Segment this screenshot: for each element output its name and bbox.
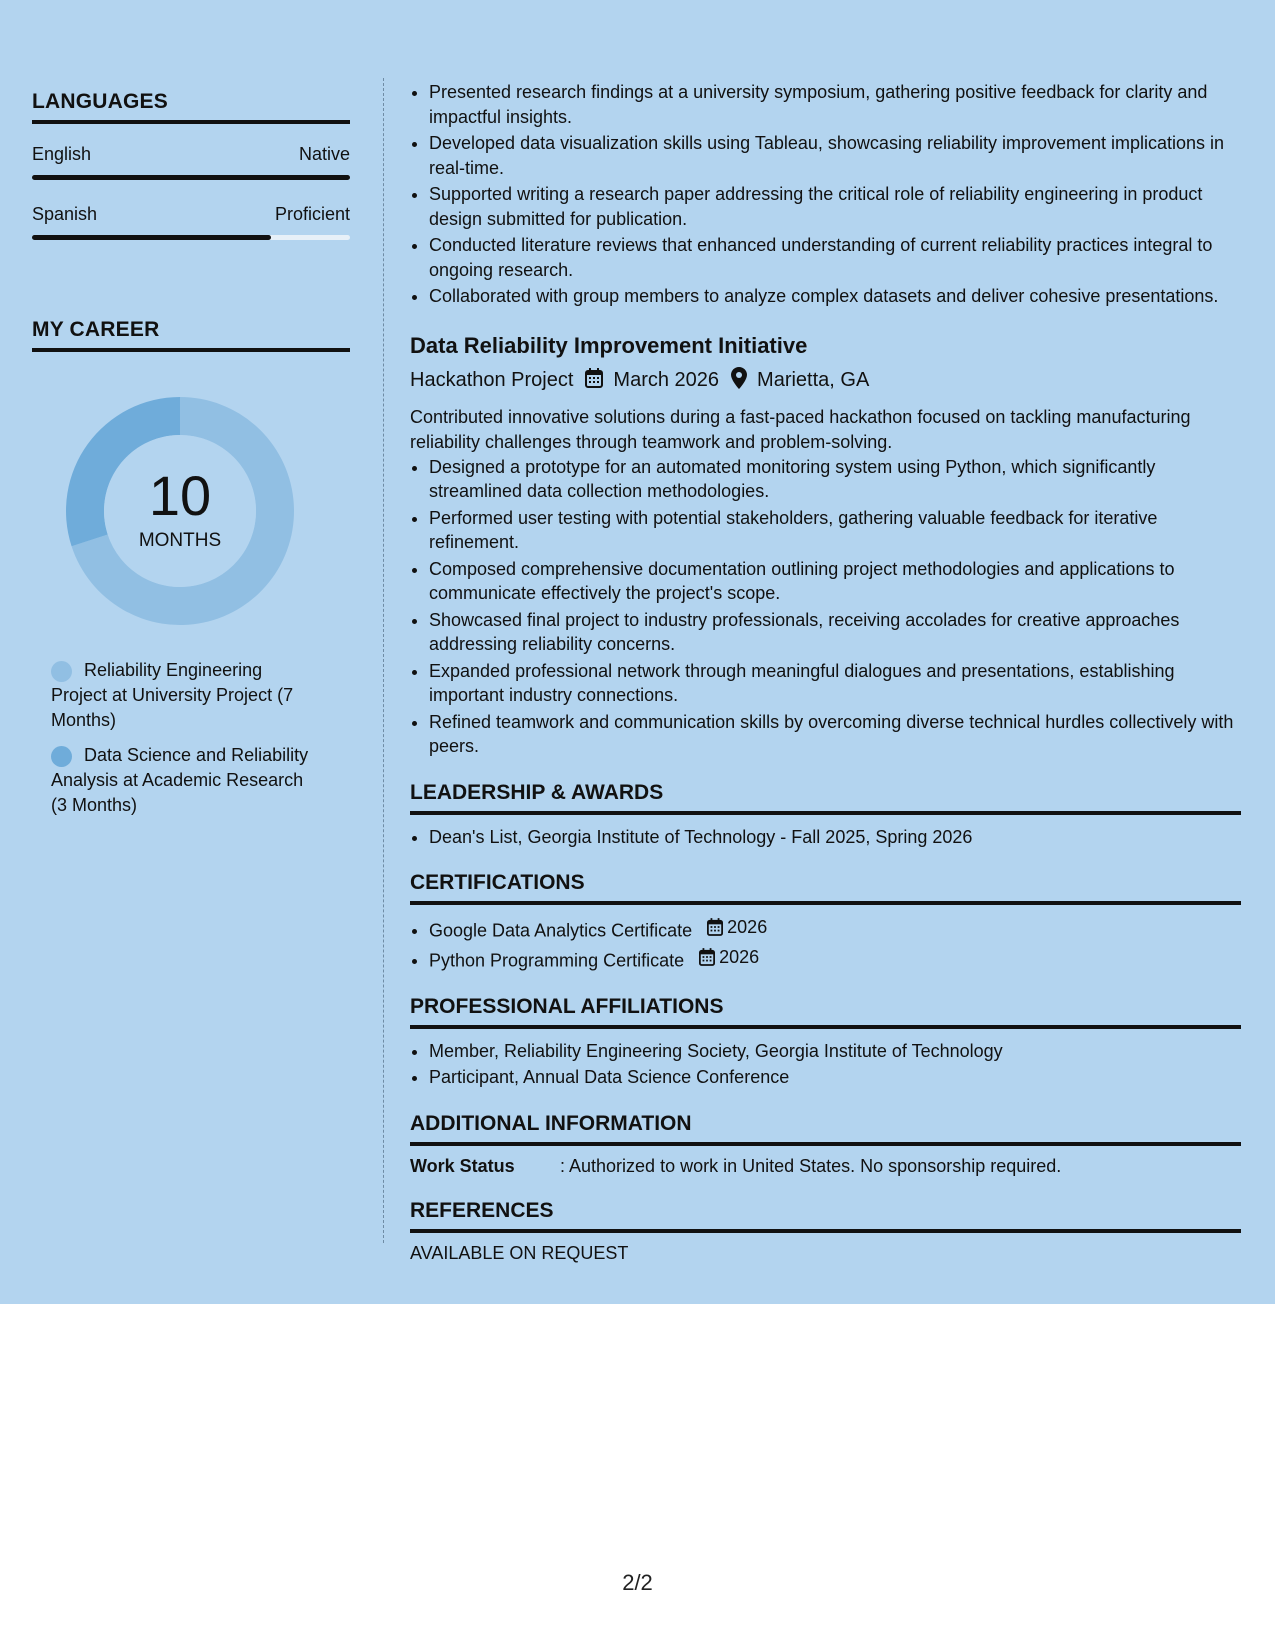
language-spanish <box>32 204 350 240</box>
career-heading: MY CAREER <box>32 318 350 352</box>
legend-dot <box>51 661 72 682</box>
languages-heading: LANGUAGES <box>32 90 350 124</box>
references-heading: REFERENCES <box>410 1199 1241 1233</box>
list-item: • Refined teamwork and communication skills by overcoming diverse technical hurdles collectively with peers. <box>429 710 1241 759</box>
list-item: • Presented research findings at a university symposium, gathering positive feedback for clarity and impactful insights. <box>429 80 1241 129</box>
project-description: Contributed innovative solutions during a fast-paced hackathon focused on tackling manufacturing reliability challenges through teamwork and problem-solving. <box>410 406 1191 452</box>
certificate-year: 2026 <box>727 917 768 937</box>
work-status-value: : Authorized to work in United States. No sponsorship required. <box>560 1155 1062 1176</box>
list-item: • Conducted literature reviews that enhanced understanding of current reliability practices integral to ongoing research. <box>429 233 1241 282</box>
language-english <box>32 144 350 180</box>
certificate-name: Python Programming Certificate <box>429 950 685 970</box>
donut-total-unit: MONTHS <box>138 530 222 551</box>
language-level-fill <box>32 175 350 180</box>
legend-item <box>51 743 321 818</box>
career-legend <box>51 658 321 818</box>
calendar-icon <box>585 368 603 394</box>
legend-dot <box>51 746 72 767</box>
language-level-bar <box>32 175 350 180</box>
list-item <box>429 915 1241 943</box>
career-donut-chart <box>65 396 295 626</box>
left-column <box>32 90 350 818</box>
certifications-heading: CERTIFICATIONS <box>410 871 1241 905</box>
project-date: March 2026 <box>613 369 720 391</box>
certifications-list <box>410 915 1241 973</box>
map-pin-icon <box>731 367 747 395</box>
additional-info-heading: ADDITIONAL INFORMATION <box>410 1112 1241 1146</box>
project-location: Marietta, GA <box>757 369 870 391</box>
affiliations-list <box>410 1039 1241 1090</box>
list-item: • Dean's List, Georgia Institute of Technology - Fall 2025, Spring 2026 <box>429 825 1241 850</box>
list-item: • Designed a prototype for an automated monitoring system using Python, which significantly streamlined data collection methodologies. <box>429 455 1241 504</box>
language-name: Spanish <box>32 204 98 224</box>
page-number: 2/2 <box>622 1570 653 1595</box>
list-item: • Collaborated with group members to analyze complex datasets and deliver cohesive presentations. <box>429 284 1241 309</box>
donut-total-value: 10 <box>148 464 212 527</box>
legend-label: Data Science and Reliability Analysis at Academic Research (3 Months) <box>51 745 309 815</box>
project-title: Data Reliability Improvement Initiative <box>410 332 808 358</box>
leadership-heading: LEADERSHIP & AWARDS <box>410 781 1241 815</box>
list-item <box>429 945 1241 973</box>
list-item: • Composed comprehensive documentation outlining project methodologies and applications to communicate effectively the project's scope. <box>429 557 1241 606</box>
work-status-label: Work Status <box>410 1155 515 1176</box>
list-item: • Member, Reliability Engineering Society, Georgia Institute of Technology <box>429 1039 1241 1064</box>
project-bullet-list <box>410 455 1241 759</box>
language-name: English <box>32 144 92 164</box>
calendar-icon <box>699 948 715 966</box>
work-status-row <box>410 1156 1241 1177</box>
certificate-year: 2026 <box>719 946 760 967</box>
list-item: • Developed data visualization skills using Tableau, showcasing reliability improvement implications in real-time. <box>429 131 1241 180</box>
language-level-fill <box>32 235 271 240</box>
column-divider <box>383 78 384 1243</box>
language-level: Proficient <box>274 204 350 224</box>
list-item: • Expanded professional network through meaningful dialogues and presentations, establishing important industry connections. <box>429 659 1241 708</box>
list-item: • Showcased final project to industry professionals, receiving accolades for creative approaches addressing reliability concerns. <box>429 608 1241 657</box>
project-type: Hackathon Project <box>410 369 574 391</box>
research-bullet-list <box>410 80 1241 309</box>
project-meta <box>410 367 1241 395</box>
leadership-list <box>410 825 1241 850</box>
affiliations-heading: PROFESSIONAL AFFILIATIONS <box>410 995 1241 1029</box>
calendar-icon <box>707 918 723 936</box>
references-text: AVAILABLE ON REQUEST <box>410 1242 629 1263</box>
certificate-name: Google Data Analytics Certificate <box>429 920 693 941</box>
legend-label: Reliability Engineering Project at University Project (7 Months) <box>51 660 294 730</box>
list-item: • Participant, Annual Data Science Conference <box>429 1065 1241 1090</box>
right-column <box>410 80 1241 1264</box>
list-item: • Performed user testing with potential stakeholders, gathering valuable feedback for iterative refinement. <box>429 506 1241 555</box>
list-item: • Supported writing a research paper addressing the critical role of reliability engineering in product design submitted for publication. <box>429 182 1241 231</box>
language-level: Native <box>298 144 350 164</box>
language-level-bar <box>32 235 350 240</box>
legend-item <box>51 658 321 733</box>
